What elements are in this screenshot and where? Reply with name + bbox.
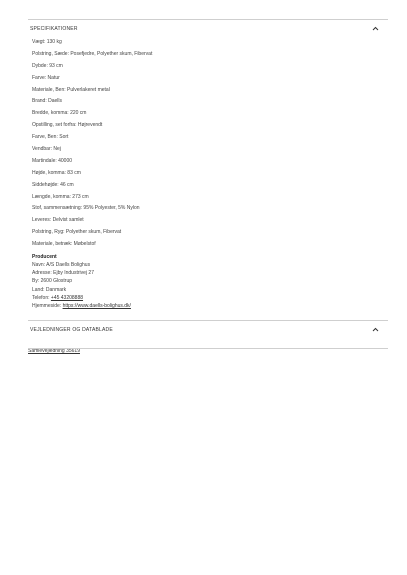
documents-section (28, 320, 388, 357)
spec-row: Materiale, Ben: Pulverlakeret metal (32, 86, 110, 93)
chevron-up-icon[interactable] (370, 24, 380, 34)
spec-row: Materiale, betræk: Møbelstof (32, 241, 96, 248)
spec-row: Martindale: 40000 (32, 157, 73, 164)
website-link[interactable]: https://www.daells-bolighus.dk/ (62, 303, 131, 310)
spec-row: Højde, komma: 83 cm (32, 169, 81, 176)
spec-row: Opstilling, set forfra: Højrevendt (32, 122, 103, 129)
spec-row: Farve: Natur (32, 74, 60, 81)
chevron-up-icon[interactable] (370, 325, 380, 335)
specifications-title: SPECIFIKATIONER (30, 25, 78, 32)
spec-row: Længde, komma: 273 cm (32, 193, 89, 200)
phone-link[interactable]: +45 43208888 (50, 294, 84, 301)
producer-phone-row (32, 294, 388, 302)
producer-title: Producent (32, 254, 57, 261)
producer-name: Navn: A/S Daells Bolighus (32, 262, 91, 269)
spec-row: Dybde: 93 cm (32, 62, 63, 69)
specifications-section (28, 19, 388, 310)
website-label: Hjemmeside: (32, 303, 63, 310)
spec-row: Siddehøjde: 46 cm (32, 181, 74, 188)
spec-row: Stof, sammensætning: 95% Polyester, 5% Nylon (32, 205, 140, 212)
spec-row: Farve, Ben: Sort (32, 134, 69, 141)
producer-city: By: 2600 Glostrup (32, 278, 73, 285)
assembly-guide-link[interactable]: Samlevejledning 35619 (28, 348, 80, 354)
specifications-list (28, 37, 388, 251)
producer-address: Adresse: Ejby Industrivej 27 (32, 270, 94, 277)
documents-title: VEJLEDNINGER OG DATABLADE (30, 326, 113, 333)
spec-row: Vendbar: Nej (32, 146, 61, 153)
phone-label: Telefon: (32, 294, 51, 301)
spec-row: Polstring, Ryg: Polyether skum, Fibervat (32, 229, 122, 236)
producer-block (28, 253, 388, 310)
spec-row: Vægt: 130 kg (32, 39, 62, 45)
spec-row: Polstring, Sæde: Posefjedre, Polyether skum, Fibervat (32, 50, 153, 57)
producer-country: Land: Danmark (32, 286, 67, 293)
producer-website-row (32, 302, 388, 310)
section-divider (28, 348, 388, 349)
spec-row: Bredde, komma: 220 cm (32, 110, 87, 117)
spec-row: Leveres: Delvist samlet (32, 217, 84, 224)
spec-row: Brand: Daells (32, 98, 63, 105)
documents-header[interactable] (28, 320, 388, 338)
specifications-header[interactable] (28, 19, 388, 37)
